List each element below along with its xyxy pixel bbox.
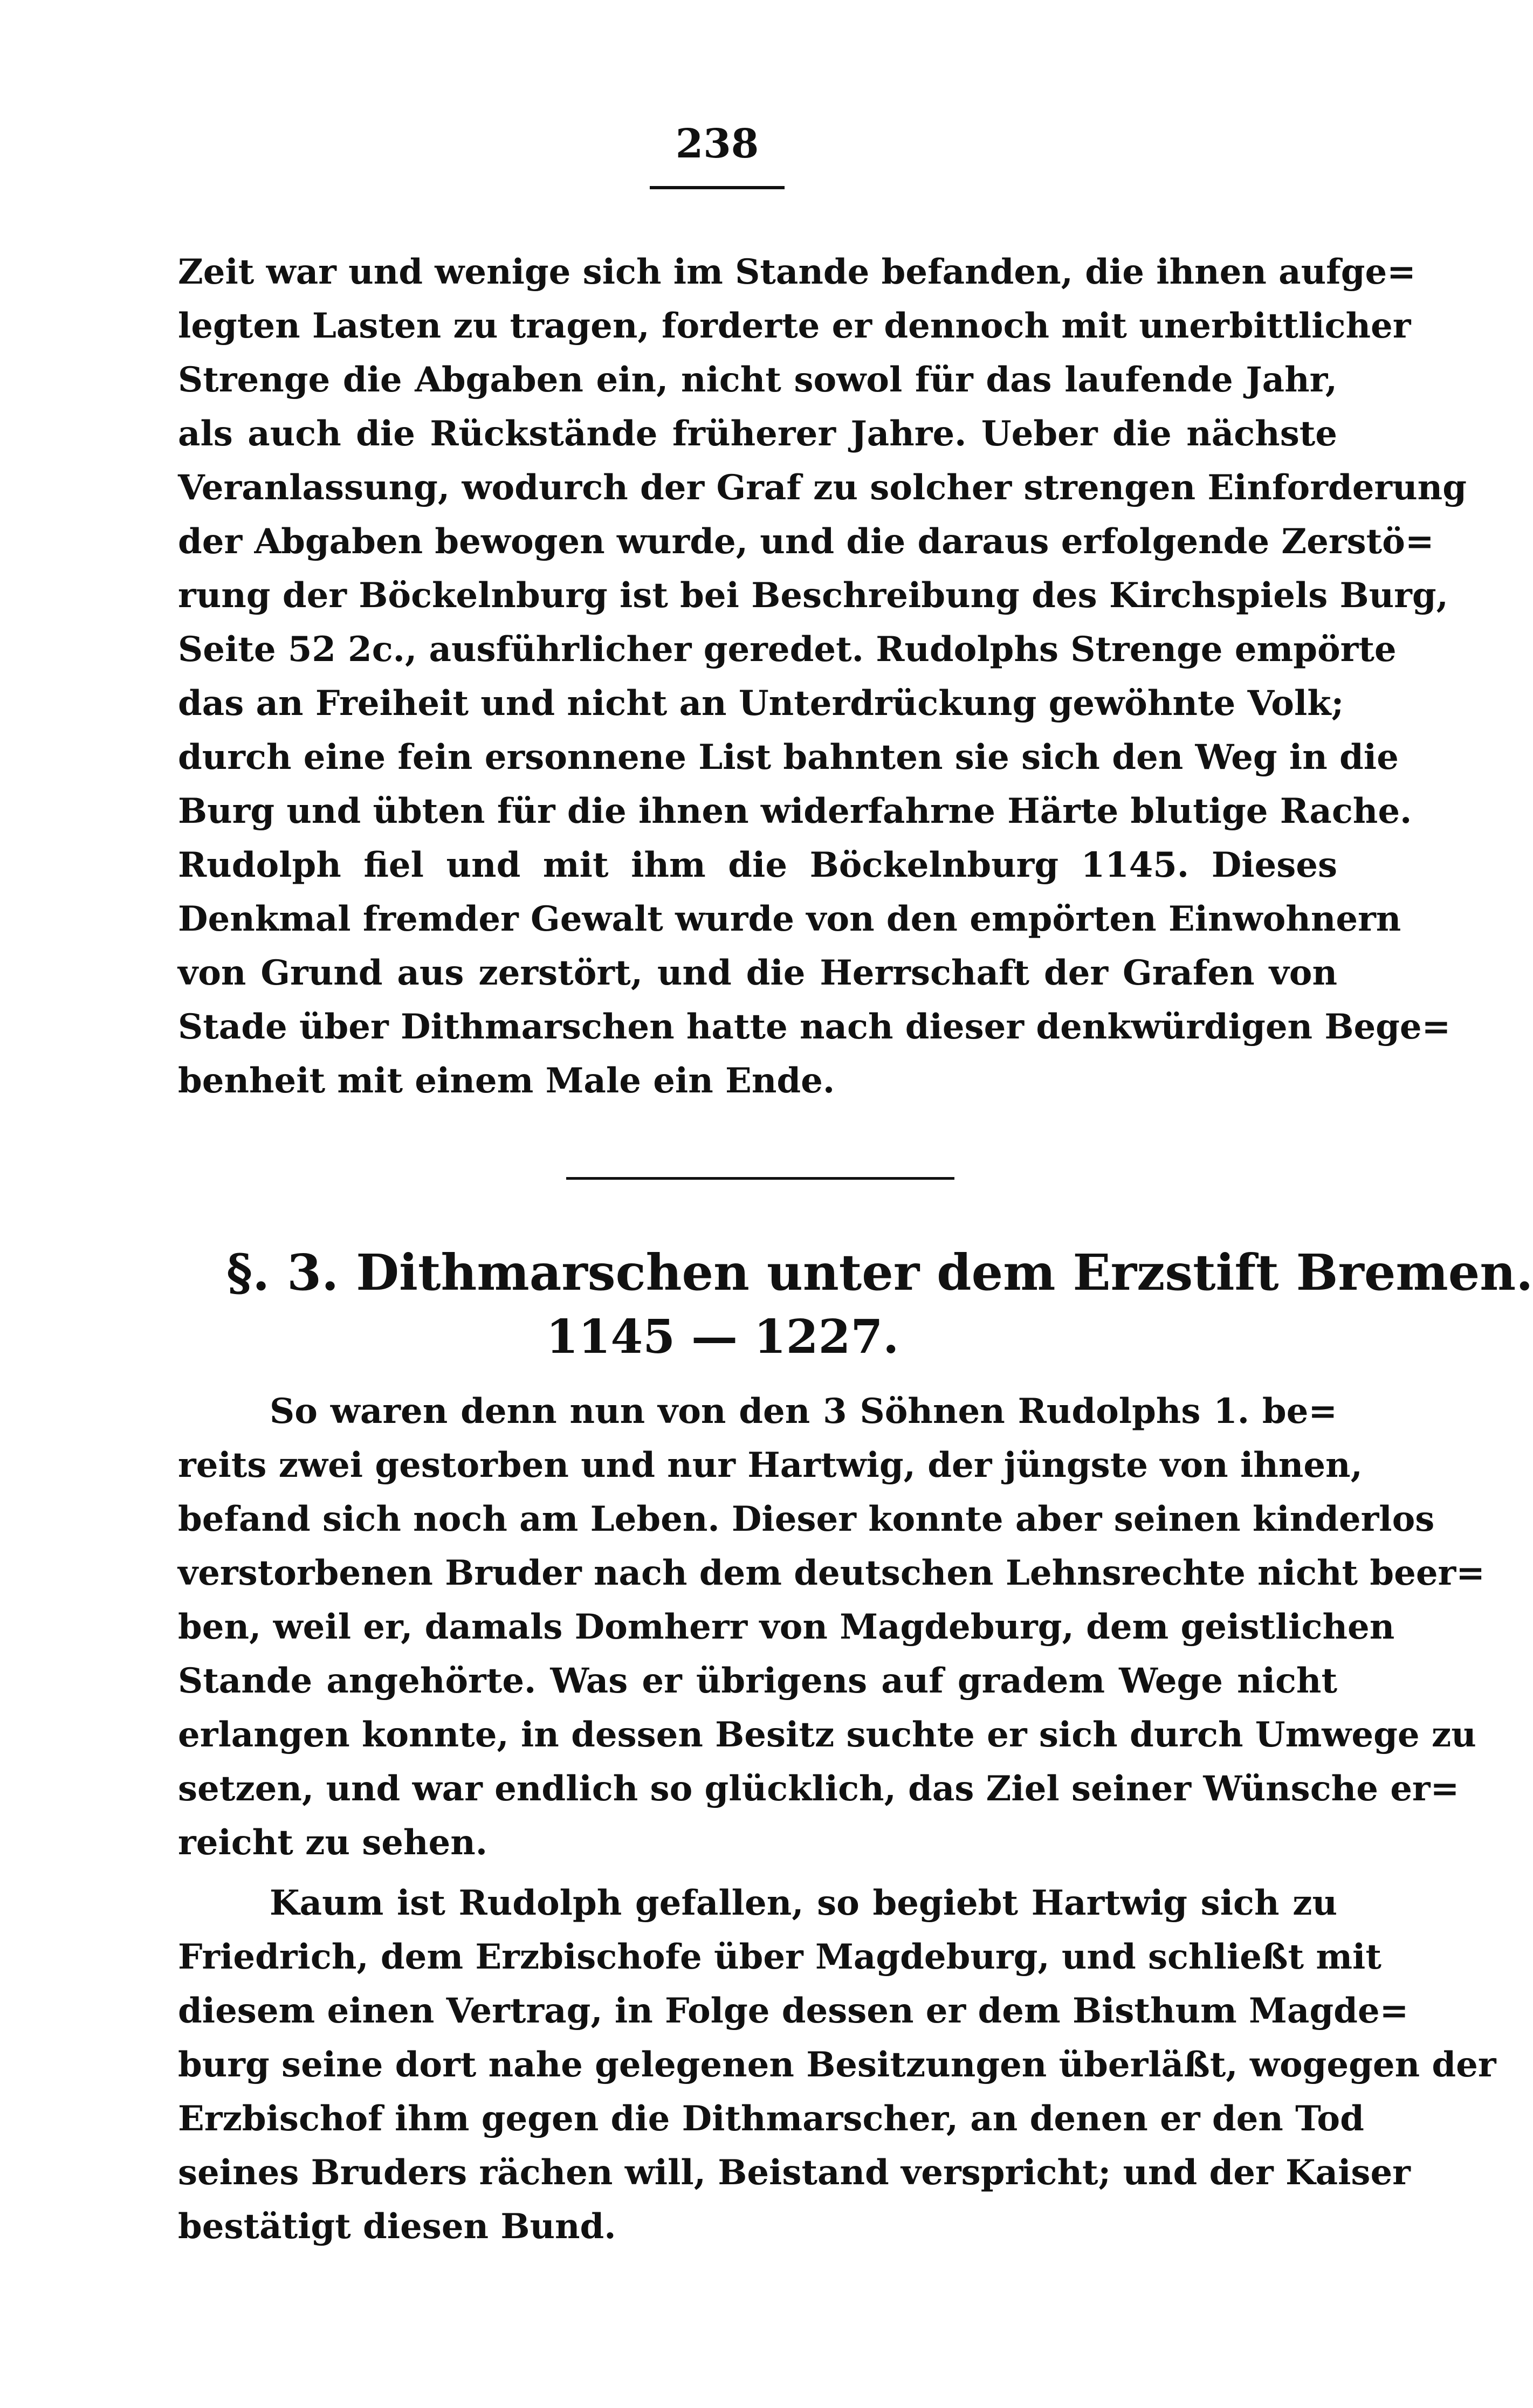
text-line: Strenge die Abgaben ein, nicht sowol für das laufende Jahr, [178,360,1337,400]
text-line: reits zwei gestorben und nur Hartwig, der jüngste von ihnen, [178,1445,1363,1485]
text-line: diesem einen Vertrag, in Folge dessen er dem Bisthum Magde= [178,1991,1409,2031]
text-line: durch eine fein ersonnene List bahnten sie sich den Weg in die [178,737,1399,778]
section-years: 1145 — 1227. [546,1310,899,1364]
header-rule [650,186,785,189]
text-line: seines Bruders rächen will, Beistand verspricht; und der Kaiser [178,2152,1411,2193]
paragraph-1 [178,245,1467,1108]
text-line: Erzbischof ihm gegen die Dithmarscher, an denen er den Tod [178,2099,1364,2139]
paragraph-2 [178,1385,1485,1870]
text-line: benheit mit einem Male ein Ende. [178,1061,835,1101]
text-line: Stande angehörte. Was er übrigens auf gradem Wege nicht [178,1661,1337,1701]
text-line: burg seine dort nahe gelegenen Besitzungen überläßt, wogegen der [178,2045,1496,2085]
text-line: Denkmal fremder Gewalt wurde von den empörten Einwohnern [178,899,1401,939]
text-line: Stade über Dithmarschen hatte nach dieser denkwürdigen Bege= [178,1007,1451,1047]
page-number: 238 [675,121,759,167]
text-line: legten Lasten zu tragen, forderte er dennoch mit unerbittlicher [178,306,1411,346]
text-line: rung der Böckelnburg ist bei Beschreibung des Kirchspiels Burg, [178,575,1448,616]
text-line: das an Freiheit und nicht an Unterdrückung gewöhnte Volk; [178,683,1344,724]
text-line: als auch die Rückstände früherer Jahre. Ueber die nächste [178,414,1337,454]
text-line: Rudolph fiel und mit ihm die Böckelnburg 1145. Dieses [178,845,1337,885]
text-line: befand sich noch am Leben. Dieser konnte aber seinen kinderlos [178,1499,1435,1539]
text-line: ben, weil er, damals Domherr von Magdeburg, dem geistlichen [178,1607,1395,1647]
text-line: Zeit war und wenige sich im Stande befanden, die ihnen aufge= [178,252,1416,292]
text-line: reicht zu sehen. [178,1822,488,1863]
text-line: Seite 52 2c., ausführlicher geredet. Rudolphs Strenge empörte [178,629,1397,670]
section-divider [566,1177,954,1180]
text-line: bestätigt diesen Bund. [178,2206,616,2247]
text-line: Burg und übten für die ihnen widerfahrne Härte blutige Rache. [178,791,1412,831]
text-line: Friedrich, dem Erzbischofe über Magdeburg, und schließt mit [178,1937,1381,1977]
text-line: von Grund aus zerstört, und die Herrschaft der Grafen von [178,953,1337,993]
text-line: der Abgaben bewogen wurde, und die daraus erfolgende Zerstö= [178,521,1434,562]
text-line: Veranlassung, wodurch der Graf zu solcher strengen Einforderung [178,467,1467,508]
text-line: erlangen konnte, in dessen Besitz suchte er sich durch Umwege zu [178,1715,1476,1755]
text-line: verstorbenen Bruder nach dem deutschen Lehnsrechte nicht beer= [178,1553,1485,1593]
text-line: Kaum ist Rudolph gefallen, so begiebt Hartwig sich zu [270,1883,1337,1923]
paragraph-3 [178,1876,1496,2254]
text-line: setzen, und war endlich so glücklich, das Ziel seiner Wünsche er= [178,1769,1460,1809]
text-line: So waren denn nun von den 3 Söhnen Rudolphs 1. be= [270,1391,1337,1432]
section-heading: §. 3. Dithmarschen unter dem Erzstift Bremen. [226,1243,1533,1302]
